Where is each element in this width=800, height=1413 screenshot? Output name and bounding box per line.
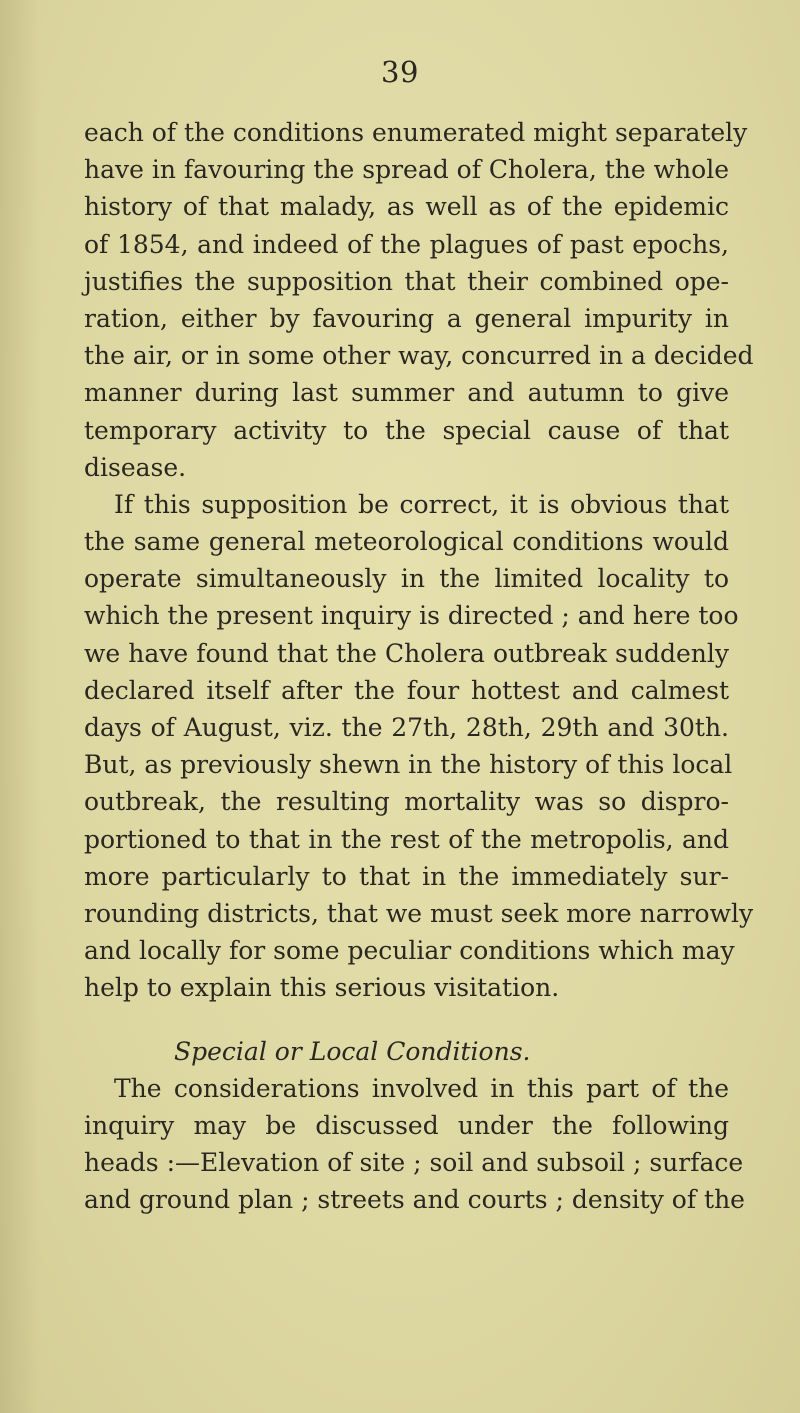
text-line: declared itself after the four hottest and calmest: [84, 675, 729, 705]
text-line: of 1854, and indeed of the plagues of past epochs,: [84, 229, 729, 259]
text-line: days of August, viz. the 27th, 28th, 29th and 30th.: [84, 713, 729, 742]
text-line: ration, either by favouring a general impurity in: [84, 303, 729, 333]
text-line: we have found that the Cholera outbreak suddenly: [84, 638, 729, 668]
text-line: the air, or in some other way, concurred in a decided: [84, 341, 754, 371]
text-line: portioned to that in the rest of the metropolis, and: [84, 824, 729, 854]
text-line: each of the conditions enumerated might separately: [84, 118, 748, 147]
text-line: inquiry may be discussed under the following: [84, 1110, 729, 1140]
text-line: and ground plan ; streets and courts ; density of the: [84, 1185, 745, 1215]
text-line: justifies the supposition that their combined ope-: [84, 266, 729, 296]
text-line: which the present inquiry is directed ; and here too: [84, 601, 739, 631]
text-line: operate simultaneously in the limited locality to: [84, 564, 729, 594]
text-line: The considerations involved in this part of the: [114, 1073, 729, 1103]
text-line: disease.: [84, 452, 187, 482]
text-line: outbreak, the resulting mortality was so dispro-: [84, 787, 729, 817]
text-line: manner during last summer and autumn to give: [84, 378, 729, 408]
text-line: heads :—Elevation of site ; soil and subsoil ; surface: [84, 1148, 744, 1178]
text-line: If this supposition be correct, it is obvious that: [114, 489, 729, 519]
text-line: help to explain this serious visitation.: [84, 973, 560, 1003]
page-number: 39: [381, 55, 419, 89]
body-text: [84, 114, 754, 1218]
text-line: the same general meteorological conditions would: [84, 527, 729, 557]
section-heading: Special or Local Conditions.: [174, 1036, 531, 1066]
text-line: and locally for some peculiar conditions which may: [84, 936, 735, 966]
text-line: But, as previously shewn in the history of this local: [84, 750, 733, 780]
text-line: temporary activity to the special cause of that: [84, 415, 729, 445]
text-line: have in favouring the spread of Cholera, the whole: [84, 155, 729, 185]
text-line: history of that malady, as well as of the epidemic: [84, 192, 729, 222]
text-line: rounding districts, that we must seek more narrowly: [84, 898, 754, 928]
text-line: more particularly to that in the immediately sur-: [84, 861, 729, 891]
